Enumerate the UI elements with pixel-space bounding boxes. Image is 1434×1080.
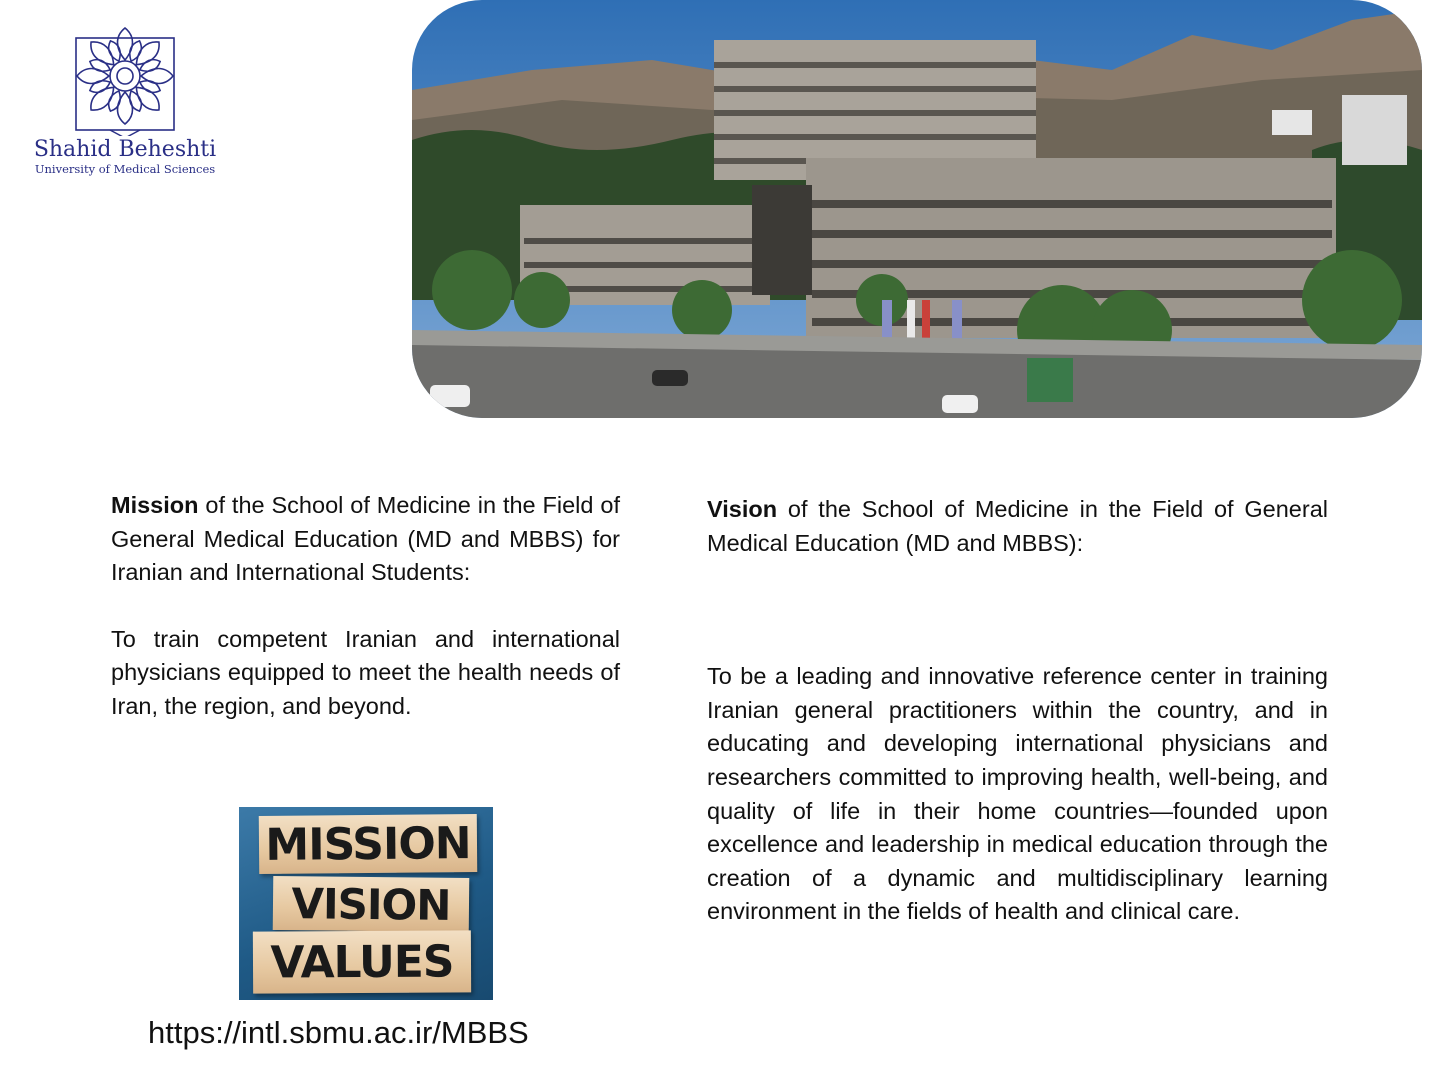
vision-heading <box>707 493 1328 560</box>
vision-statement: To be a leading and innovative reference center in training Iranian general practitioners within the country, and in educating and developing international physicians and researchers committed to improving health, well-being, and quality of life in their home countries—founded upon excellence and leadership in medical education through the creation of a dynamic and multidisciplinary learning environment in the fields of health and clinical care. <box>707 663 1328 925</box>
mission-heading-bold: Mission <box>111 492 199 518</box>
mission-heading-text: of the School of Medicine in the Field of General Medical Education (MD and MBBS) for Iranian and International Students: <box>111 492 620 586</box>
logo-name: Shahid Beheshti <box>33 137 217 162</box>
mission-statement: To train competent Iranian and international physicians equipped to meet the health needs of Iran, the region, and beyond. <box>111 625 620 719</box>
program-url[interactable]: https://intl.sbmu.ac.ir/MBBS <box>148 1015 529 1050</box>
mission-vision-values-image <box>239 807 493 1000</box>
mission-section <box>111 489 620 724</box>
vision-heading-text: of the School of Medicine in the Field of General Medical Education (MD and MBBS): <box>707 496 1328 556</box>
university-logo <box>20 14 230 176</box>
sbmu-flower-logo-icon <box>70 14 180 136</box>
campus-photo <box>412 0 1422 418</box>
vision-heading-bold: Vision <box>707 496 778 522</box>
logo-subtitle: University of Medical Sciences <box>34 162 216 176</box>
campus-building-photo-icon <box>412 0 1422 418</box>
vision-block: VISION <box>273 876 470 932</box>
mission-heading <box>111 489 620 590</box>
vision-section <box>707 493 1328 929</box>
mission-block: MISSION <box>259 814 477 874</box>
values-block: VALUES <box>253 930 471 993</box>
